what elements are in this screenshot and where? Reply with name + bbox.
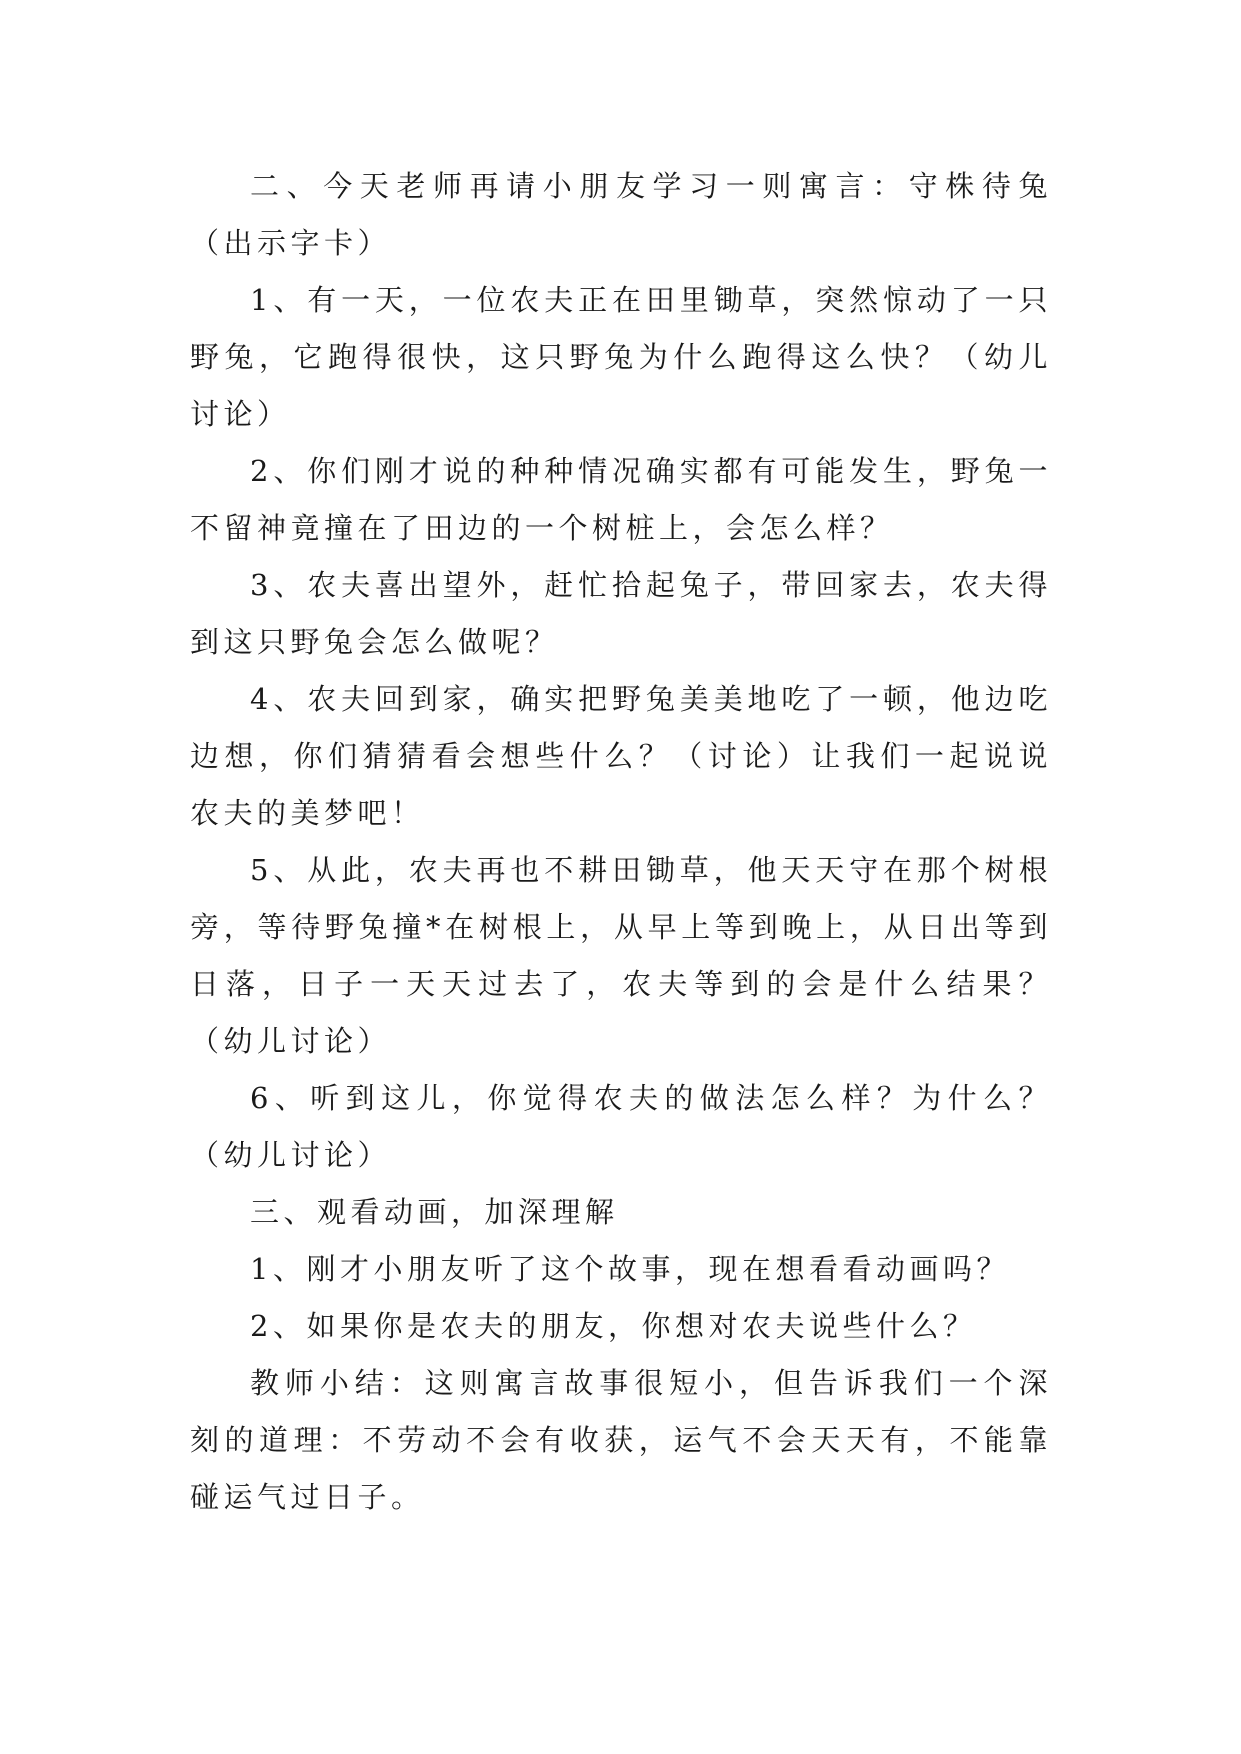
section-three-heading: 三、观看动画，加深理解 — [250, 1195, 619, 1229]
section-three-item-2: 2、如果你是农夫的朋友，你想对农夫说些什么？ — [250, 1309, 977, 1343]
paragraph-item-6: 6、听到这儿，你觉得农夫的做法怎么样？为什么？（幼儿讨论） — [190, 1081, 1052, 1172]
section-three-item-1: 1、刚才小朋友听了这个故事，现在想看看动画吗？ — [250, 1252, 1010, 1286]
paragraph-item-3: 3、农夫喜出望外，赶忙拾起兔子，带回家去，农夫得到这只野兔会怎么做呢？ — [190, 568, 1052, 659]
section-two-heading: 二、今天老师再请小朋友学习一则寓言：守株待兔（出示字卡） — [190, 169, 1052, 260]
paragraph-item-2: 2、你们刚才说的种种情况确实都有可能发生，野兔一不留神竟撞在了田边的一个树桩上，会怎么样？ — [190, 454, 1052, 545]
paragraph-item-1: 1、有一天，一位农夫正在田里锄草，突然惊动了一只野兔，它跑得很快，这只野兔为什么跑得这么快？（幼儿讨论） — [190, 283, 1052, 431]
document-body — [190, 158, 1052, 1526]
paragraph-item-5: 5、从此，农夫再也不耕田锄草，他天天守在那个树根旁，等待野兔撞*在树根上，从早上等到晚上，从日出等到日落，日子一天天过去了，农夫等到的会是什么结果？（幼儿讨论） — [190, 853, 1052, 1058]
paragraph-item-4: 4、农夫回到家，确实把野兔美美地吃了一顿，他边吃边想，你们猜猜看会想些什么？（讨论）让我们一起说说农夫的美梦吧！ — [190, 682, 1052, 830]
teacher-summary: 教师小结：这则寓言故事很短小，但告诉我们一个深刻的道理：不劳动不会有收获，运气不会天天有，不能靠碰运气过日子。 — [190, 1366, 1052, 1514]
